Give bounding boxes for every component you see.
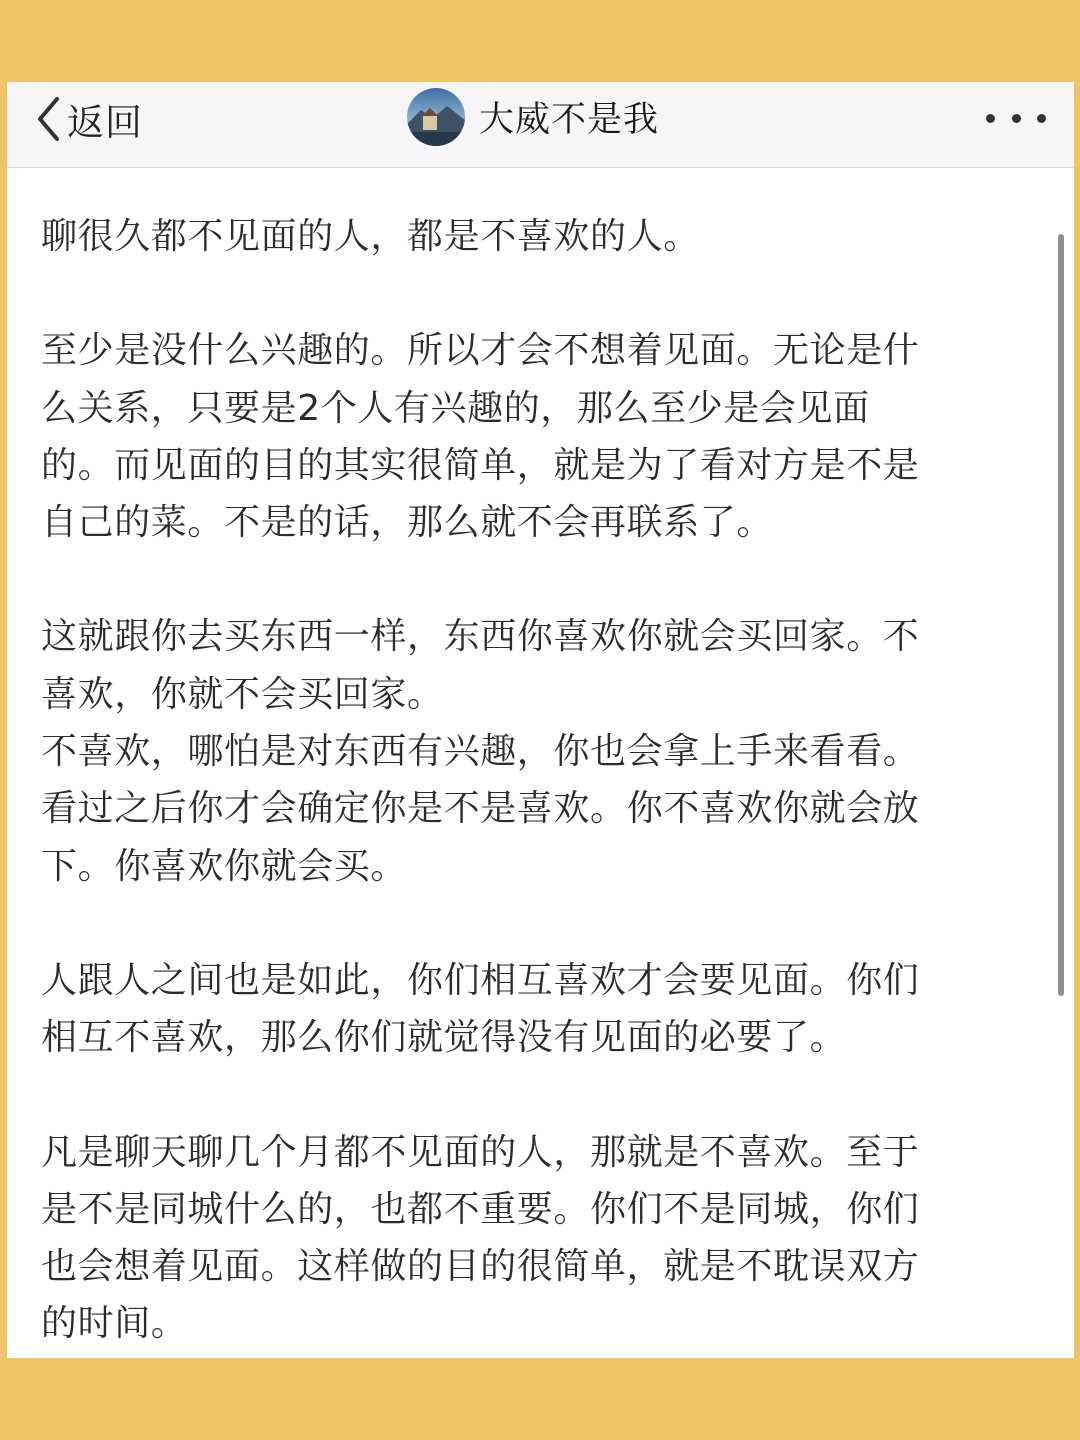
back-button[interactable] bbox=[35, 88, 143, 150]
more-button[interactable] bbox=[986, 100, 1046, 136]
paragraph: 这就跟你去买东西一样，东西你喜欢你就会买回家。不 喜欢，你就不会买回家。 不喜欢，哪怕是对东西有兴趣，你也会拿上手来看看。 看过之后你才会确定你是不是喜欢。你不喜欢你就会放 下。你喜欢你就会买。 bbox=[41, 616, 920, 887]
avatar[interactable] bbox=[407, 88, 465, 146]
more-dots-icon bbox=[1012, 114, 1021, 123]
message-content bbox=[41, 208, 1031, 1353]
screenshot-frame bbox=[7, 82, 1074, 1358]
paragraph: 凡是聊天聊几个月都不见面的人，那就是不喜欢。至于 是不是同城什么的，也都不重要。你们不是同城，你们 也会想着见面。这样做的目的很简单，就是不耽误双方 的时间。 bbox=[41, 1131, 920, 1345]
scrollbar[interactable] bbox=[1058, 234, 1064, 996]
chat-title-group[interactable] bbox=[407, 86, 659, 148]
chevron-left-icon bbox=[35, 95, 61, 143]
navigation-bar bbox=[7, 82, 1074, 168]
chat-title: 大威不是我 bbox=[479, 100, 660, 140]
paragraph: 至少是没什么兴趣的。所以才会不想着见面。无论是什 么关系，只要是2个人有兴趣的，那么至少是会见面 的。而见面的目的其实很简单，就是为了看对方是不是 自己的菜。不是的话，那么就不会再联系了。 bbox=[41, 330, 920, 544]
paragraph: 聊很久都不见面的人，都是不喜欢的人。 bbox=[41, 216, 700, 257]
back-label: 返回 bbox=[67, 101, 143, 144]
paragraph: 人跟人之间也是如此，你们相互喜欢才会要见面。你们 相互不喜欢，那么你们就觉得没有见面的必要了。 bbox=[41, 959, 920, 1059]
more-dots-icon bbox=[986, 114, 995, 123]
more-dots-icon bbox=[1037, 114, 1046, 123]
